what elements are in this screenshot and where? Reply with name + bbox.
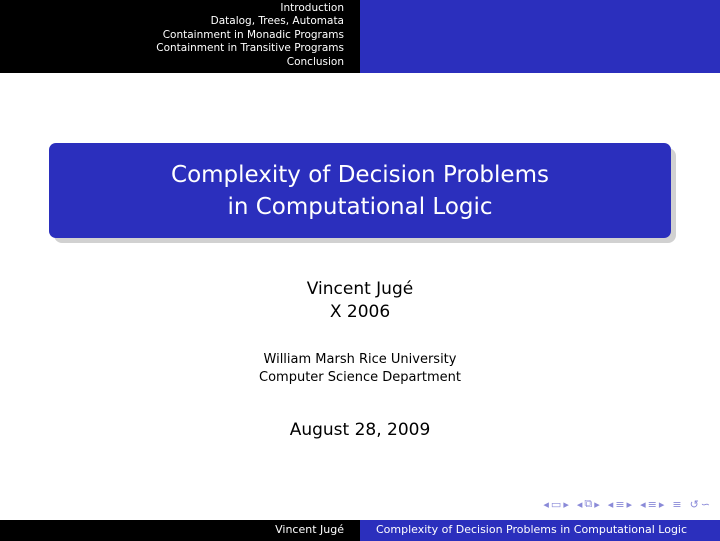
institute-line-2: Computer Science Department (259, 370, 461, 385)
nav-subsection[interactable] (577, 497, 600, 511)
nav-item-conclusion[interactable]: Conclusion (286, 55, 344, 68)
section-navigation (156, 2, 344, 69)
nav-item-transitive[interactable]: Containment in Transitive Programs (156, 42, 344, 55)
nav-item-datalog[interactable]: Datalog, Trees, Automata (210, 15, 344, 28)
document-icon: ≡ (647, 497, 657, 511)
arrow-left-icon: ◂ (543, 497, 549, 511)
nav-appendix[interactable] (672, 498, 681, 511)
arrow-right-icon: ▸ (658, 497, 665, 511)
section-icon: ≡ (615, 497, 625, 511)
navigation-symbols (543, 497, 710, 511)
header-right-panel (360, 0, 720, 73)
author-block (0, 278, 720, 324)
search-icon: ↺ (689, 497, 699, 511)
title-line-1: Complexity of Decision Problems (171, 161, 549, 188)
institute-block (0, 351, 720, 387)
arrow-right-icon: ▸ (563, 497, 569, 511)
nav-item-monadic[interactable]: Containment in Monadic Programs (162, 28, 344, 41)
arrow-right-icon: ▸ (594, 497, 600, 511)
presentation-date: August 28, 2009 (289, 420, 431, 440)
arrow-left-icon: ◂ (576, 497, 583, 511)
arrow-right-icon: ▸ (626, 497, 633, 511)
institute-line-1: William Marsh Rice University (263, 352, 457, 367)
title-line-2: in Computational Logic (227, 193, 493, 220)
nav-item-introduction[interactable]: Introduction (280, 2, 344, 14)
arrow-left-icon: ◂ (607, 497, 614, 511)
footer-title: Complexity of Decision Problems in Computational Logic (376, 523, 688, 536)
nav-frame[interactable] (543, 498, 568, 511)
zoom-icon: ∽ (700, 497, 710, 511)
footer-author: Vincent Jugé (275, 523, 344, 536)
footer-right (360, 520, 720, 541)
frame-icon: ▭ (550, 497, 562, 511)
author-affiliation: X 2006 (329, 302, 391, 322)
date-block (0, 419, 720, 442)
subsection-icon: ⧉ (584, 497, 593, 510)
nav-search[interactable] (690, 498, 710, 511)
nav-document[interactable] (640, 498, 664, 511)
nav-section[interactable] (608, 498, 632, 511)
footer-left (0, 520, 360, 541)
header-section-nav (0, 0, 360, 73)
arrow-left-icon: ◂ (640, 497, 646, 511)
title-box (49, 143, 671, 238)
appendix-icon: ≡ (672, 497, 682, 511)
author-name: Vincent Jugé (306, 279, 414, 299)
